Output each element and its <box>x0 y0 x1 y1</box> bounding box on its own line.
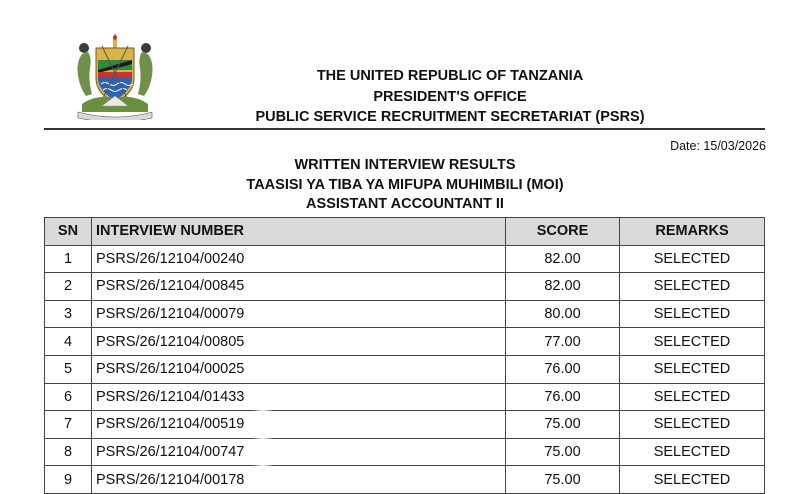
column-header-interview-number: INTERVIEW NUMBER <box>92 218 506 246</box>
cell-score: 76.00 <box>506 383 620 411</box>
cell-interview-number: PSRS/26/12104/00747 <box>92 438 506 466</box>
secretariat-heading: PUBLIC SERVICE RECRUITMENT SECRETARIAT (PSRS) <box>255 109 645 125</box>
cell-interview-number: PSRS/26/12104/01433 <box>92 383 506 411</box>
cell-score: 82.00 <box>506 273 620 301</box>
country-heading: THE UNITED REPUBLIC OF TANZANIA <box>316 68 584 84</box>
cell-remarks: SELECTED <box>620 411 765 439</box>
cell-sn: 6 <box>45 383 92 411</box>
cell-sn: 2 <box>45 273 92 301</box>
table-row <box>45 273 765 301</box>
cell-remarks: SELECTED <box>620 466 765 494</box>
results-title: WRITTEN INTERVIEW RESULTS <box>294 157 516 173</box>
cell-interview-number: PSRS/26/12104/00240 <box>92 245 506 273</box>
cell-remarks: SELECTED <box>620 245 765 273</box>
cell-remarks: SELECTED <box>620 328 765 356</box>
table-row <box>45 355 765 383</box>
office-heading: PRESIDENT'S OFFICE <box>373 88 527 105</box>
table-row <box>45 328 765 356</box>
cell-remarks: SELECTED <box>620 273 765 301</box>
table-row <box>45 411 765 439</box>
cell-sn: 7 <box>45 411 92 439</box>
cell-interview-number: PSRS/26/12104/00805 <box>92 328 506 356</box>
cell-score: 80.00 <box>506 300 620 328</box>
table-row <box>45 466 765 494</box>
cell-remarks: SELECTED <box>620 438 765 466</box>
cell-sn: 5 <box>45 355 92 383</box>
cell-interview-number: PSRS/26/12104/00025 <box>92 355 506 383</box>
column-header-sn: SN <box>45 218 92 246</box>
cell-interview-number: PSRS/26/12104/00845 <box>92 273 506 301</box>
cell-score: 76.00 <box>506 355 620 383</box>
cell-sn: 4 <box>45 328 92 356</box>
cell-score: 75.00 <box>506 466 620 494</box>
cell-sn: 1 <box>45 245 92 273</box>
cell-sn: 3 <box>45 300 92 328</box>
cell-sn: 8 <box>45 438 92 466</box>
column-header-score: SCORE <box>506 218 620 246</box>
cell-interview-number: PSRS/26/12104/00079 <box>92 300 506 328</box>
cell-score: 75.00 <box>506 438 620 466</box>
cell-score: 82.00 <box>506 245 620 273</box>
cell-remarks: SELECTED <box>620 383 765 411</box>
document-date: Date: 15/03/2026 <box>670 139 766 153</box>
position-title: ASSISTANT ACCOUNTANT II <box>306 196 504 212</box>
cell-interview-number: PSRS/26/12104/00519 <box>92 411 506 439</box>
table-row <box>45 245 765 273</box>
header-divider <box>44 128 765 130</box>
cell-score: 77.00 <box>506 328 620 356</box>
table-row <box>45 300 765 328</box>
cell-interview-number: PSRS/26/12104/00178 <box>92 466 506 494</box>
cell-remarks: SELECTED <box>620 300 765 328</box>
results-title-block <box>150 156 660 215</box>
table-header-row <box>45 218 765 246</box>
results-table <box>44 217 765 494</box>
document-header <box>190 66 710 128</box>
institution-title: TAASISI YA TIBA YA MIFUPA MUHIMBILI (MOI) <box>246 176 564 193</box>
cell-remarks: SELECTED <box>620 355 765 383</box>
cell-sn: 9 <box>45 466 92 494</box>
cell-score: 75.00 <box>506 411 620 439</box>
column-header-remarks: REMARKS <box>620 218 765 246</box>
coat-of-arms-icon <box>72 34 158 120</box>
table-row <box>45 383 765 411</box>
table-row <box>45 438 765 466</box>
